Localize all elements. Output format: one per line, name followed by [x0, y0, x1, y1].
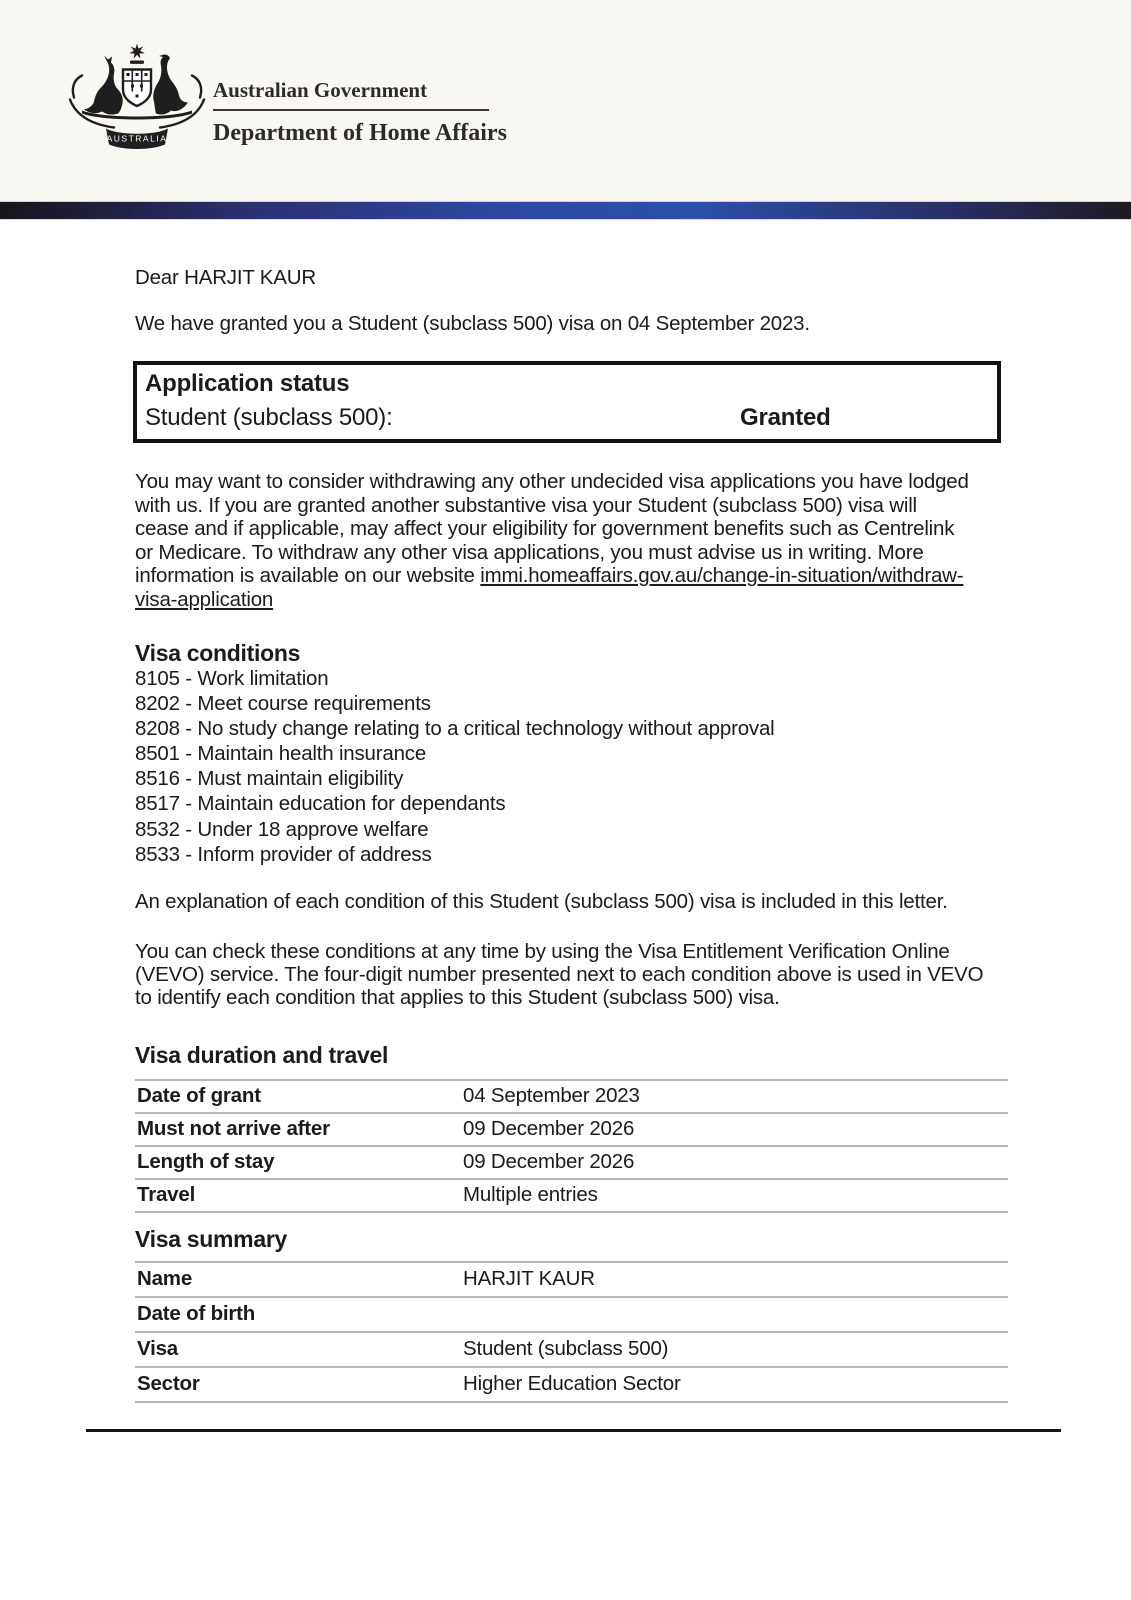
visa-summary-table	[135, 1261, 1008, 1403]
application-status-row	[145, 403, 997, 433]
letterhead-divider	[213, 109, 489, 111]
row-value: HARJIT KAUR	[463, 1267, 595, 1290]
visa-condition-item: 8533 - Inform provider of address	[135, 842, 432, 866]
letterhead-text	[213, 78, 507, 146]
row-label: Date of grant	[137, 1084, 261, 1107]
government-title: Australian Government	[213, 78, 428, 102]
visa-duration-heading: Visa duration and travel	[135, 1042, 389, 1068]
table-row	[135, 1079, 1008, 1112]
visa-condition-item: 8517 - Maintain education for dependants	[135, 792, 506, 816]
table-row	[135, 1178, 1008, 1213]
australia-banner	[106, 129, 168, 150]
visa-condition-item: 8202 - Meet course requirements	[135, 692, 431, 716]
status-granted-value: Granted	[740, 404, 831, 431]
row-value	[463, 1302, 1008, 1326]
explanation-paragraph: An explanation of each condition of this Student (subclass 500) visa is included in this letter.	[135, 890, 948, 913]
header-accent-bar	[0, 201, 1131, 220]
row-value: Multiple entries	[463, 1183, 598, 1206]
star-icon	[129, 44, 145, 59]
application-status-title: Application status	[145, 370, 350, 397]
row-label: Visa	[137, 1337, 179, 1360]
row-value: 04 September 2023	[463, 1084, 640, 1107]
withdraw-link[interactable]: immi.homeaffairs.gov.au/change-in-situation/withdraw-visa-application	[135, 564, 964, 611]
row-label: Must not arrive after	[137, 1117, 330, 1140]
withdraw-paragraph	[135, 470, 975, 612]
australia-banner-text: AUSTRALIA	[106, 133, 168, 144]
row-value: 09 December 2026	[463, 1117, 635, 1140]
visa-summary-heading: Visa summary	[135, 1226, 287, 1252]
table-row	[135, 1366, 1008, 1403]
emu-icon	[153, 55, 188, 115]
table-row	[135, 1112, 1008, 1145]
row-value: Higher Education Sector	[463, 1372, 681, 1395]
visa-duration-table	[135, 1079, 1008, 1213]
row-label: Date of birth	[137, 1302, 256, 1325]
row-label: Name	[137, 1267, 193, 1290]
visa-condition-item: 8532 - Under 18 approve welfare	[135, 817, 429, 841]
row-value: Student (subclass 500)	[463, 1337, 669, 1360]
vevo-paragraph: You can check these conditions at any time by using the Visa Entitlement Verification Online (VEVO) service. The four-digit number presented next to each condition above is used in VEVO to identify each condition that applies to this Student (subclass 500) visa.	[135, 940, 984, 1009]
withdraw-text: You may want to consider withdrawing any other undecided visa applications you have lodged with us. If you are granted another substantive visa your Student (subclass 500) visa will cease and if applicable, may affect your eligibility for government benefits such as Centrelink or Medicare. To withdraw any other visa applications, you must advise us in writing. More information is available on our website	[135, 470, 969, 588]
visa-condition-item: 8516 - Must maintain eligibility	[135, 767, 404, 791]
greeting: Dear HARJIT KAUR	[135, 266, 316, 289]
visa-label: Student (subclass 500):	[145, 404, 393, 431]
visa-condition-item: 8105 - Work limitation	[135, 667, 329, 690]
row-label: Length of stay	[137, 1150, 275, 1173]
grant-statement: We have granted you a Student (subclass 500) visa on 04 September 2023.	[135, 312, 810, 335]
visa-conditions-list	[135, 666, 775, 867]
table-row	[135, 1145, 1008, 1178]
row-value: 09 December 2026	[463, 1150, 635, 1173]
visa-conditions-heading: Visa conditions	[135, 640, 301, 666]
table-row	[135, 1331, 1008, 1366]
footer-divider	[86, 1429, 1061, 1432]
application-status-box	[133, 361, 1001, 443]
department-title: Department of Home Affairs	[213, 120, 507, 146]
table-row	[135, 1261, 1008, 1296]
visa-condition-item: 8501 - Maintain health insurance	[135, 742, 427, 766]
australian-coat-of-arms-icon	[62, 38, 212, 156]
visa-condition-item: 8208 - No study change relating to a critical technology without approval	[135, 717, 775, 741]
table-row	[135, 1296, 1008, 1331]
shield-icon	[123, 70, 151, 107]
row-label: Travel	[137, 1183, 196, 1206]
kangaroo-icon	[84, 56, 123, 115]
row-label: Sector	[137, 1372, 200, 1395]
